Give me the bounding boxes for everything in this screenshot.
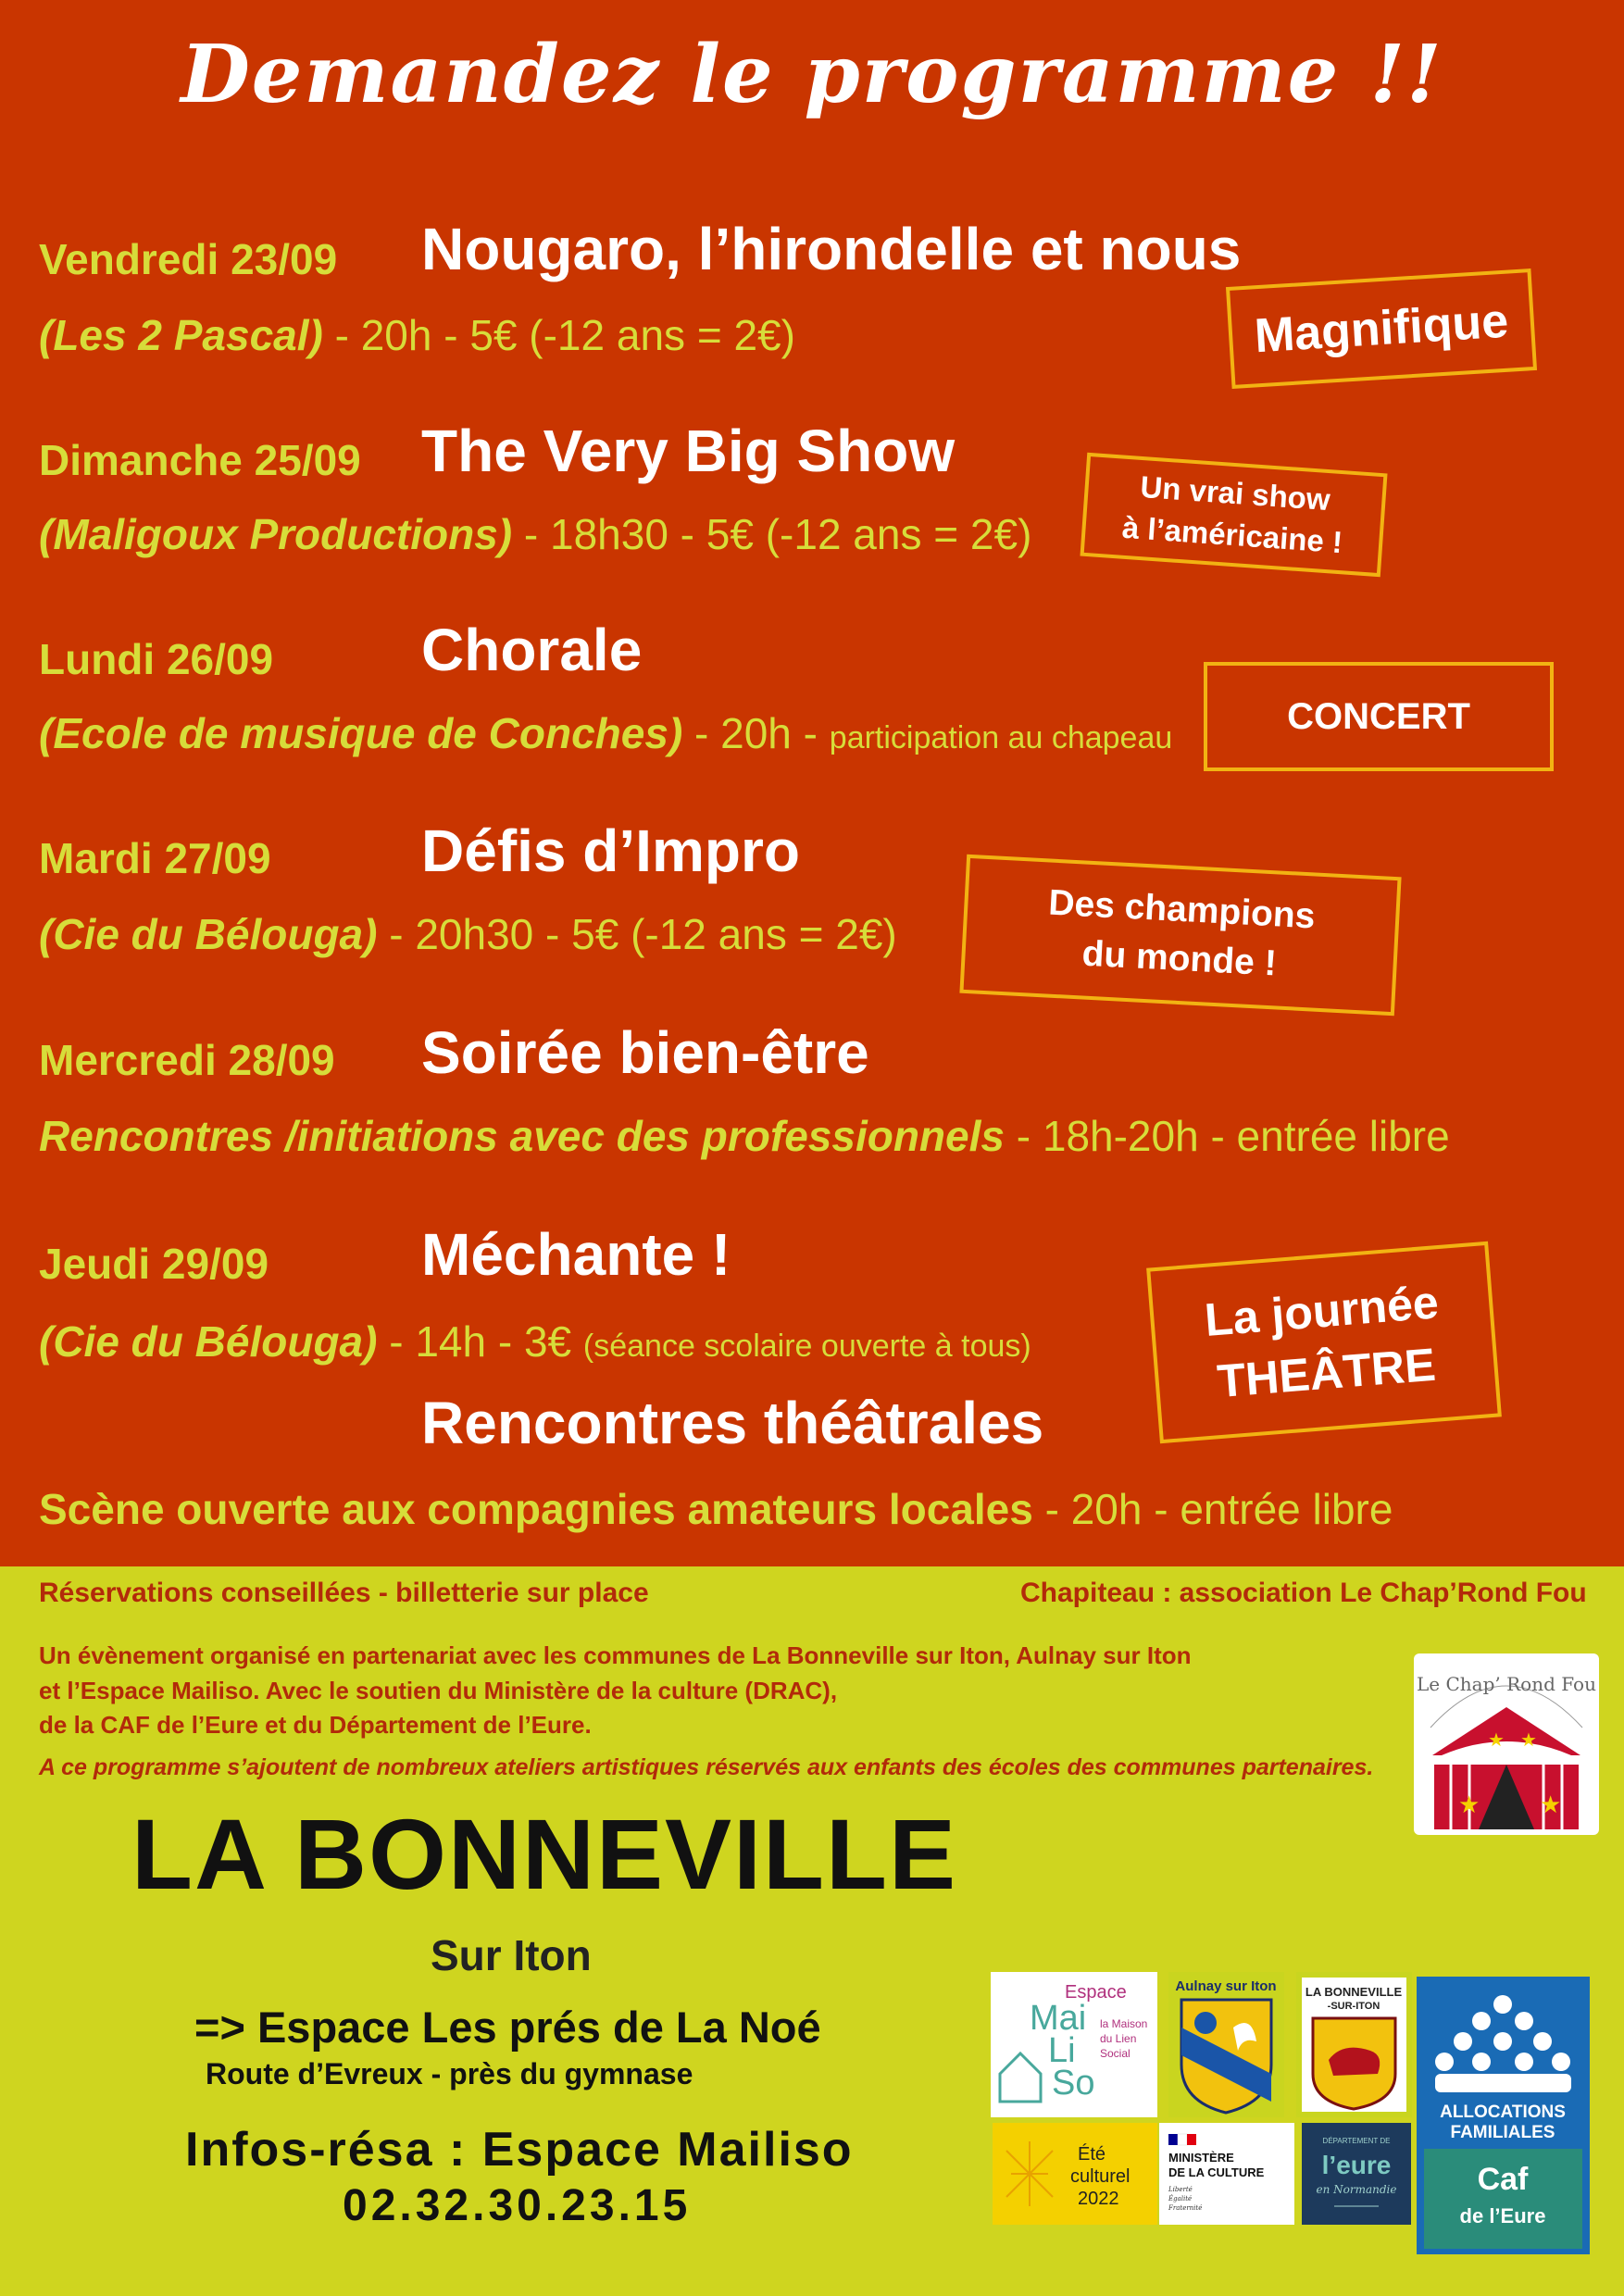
eure-text: en Normandie — [1316, 2183, 1397, 2196]
ministere-text: DE LA CULTURE — [1168, 2165, 1265, 2179]
mailiso-text: Espace — [1065, 1982, 1127, 2003]
event-info: - 20h - 5€ (-12 ans = 2€) — [322, 311, 795, 359]
event-title: The Very Big Show — [421, 418, 956, 484]
organisation-text — [39, 1639, 1289, 1743]
eure-text: DÉPARTEMENT DE — [1322, 2137, 1391, 2145]
event-title: Nougaro, l’hirondelle et nous — [421, 216, 1242, 282]
ministere-text: MINISTÈRE — [1168, 2151, 1234, 2165]
workshops-note: A ce programme s’ajoutent de nombreux ateliers artistiques réservés aux enfants des écoles des communes partenaires. — [39, 1754, 1374, 1780]
event-detail — [39, 909, 897, 959]
event-title: Défis d’Impro — [421, 817, 800, 884]
page-title: Demandez le programme !! — [181, 28, 1443, 121]
event-title: Rencontres théâtrales — [421, 1390, 1044, 1456]
svg-text:★: ★ — [1458, 1791, 1480, 1818]
event-date: Dimanche 25/09 — [39, 436, 361, 484]
tag-show — [1080, 453, 1387, 577]
people-icon — [1435, 1995, 1571, 2092]
tag-text: La journée — [1203, 1275, 1441, 1346]
sun-icon — [1006, 2141, 1053, 2206]
aulnay-text: Aulnay sur Iton — [1175, 1978, 1277, 1994]
bonneville-text: LA BONNEVILLE — [1305, 1985, 1403, 1999]
svg-text:★: ★ — [1520, 1730, 1537, 1751]
caf-logo — [1417, 1977, 1590, 2254]
ministere-text: Égalité — [1168, 2195, 1193, 2202]
event-date: Jeudi 29/09 — [39, 1240, 269, 1288]
caf-text: Caf — [1477, 2162, 1529, 2197]
event-title: Chorale — [421, 617, 643, 683]
mailiso-text: So — [1052, 2064, 1095, 2103]
event-company: Scène ouverte aux compagnies amateurs locales — [39, 1485, 1033, 1533]
svg-text:★: ★ — [1540, 1791, 1562, 1818]
ete-text: culturel — [1070, 2166, 1131, 2187]
event-info-small: participation au chapeau — [829, 720, 1173, 755]
tag-champions — [959, 855, 1401, 1016]
event-info: - 20h - — [682, 709, 830, 757]
chapiteau-note: Chapiteau : association Le Chap’Rond Fou — [1020, 1578, 1587, 1608]
mailiso-logo — [991, 1972, 1157, 2117]
event-date: Lundi 26/09 — [39, 635, 274, 683]
flag-icon — [1168, 2134, 1178, 2145]
event-date: Vendredi 23/09 — [39, 235, 338, 283]
eure-logo — [1302, 2123, 1411, 2225]
infos-contact: Infos-résa : Espace Mailiso — [185, 2123, 854, 2177]
event-title: Soirée bien-être — [421, 1019, 869, 1086]
event-info: - 18h30 - 5€ (-12 ans = 2€) — [512, 510, 1032, 558]
aulnay-logo — [1168, 1972, 1284, 2117]
chaprond-text: Le Chap’ Rond Fou — [1417, 1673, 1596, 1695]
event-info-small: (séance scolaire ouverte à tous) — [582, 1329, 1031, 1364]
venue-directions: Route d’Evreux - près du gymnase — [206, 2057, 693, 2090]
ministere-logo — [1159, 2123, 1294, 2225]
tag-text: à l’américaine ! — [1120, 509, 1344, 560]
phone-number: 02.32.30.23.15 — [343, 2181, 692, 2230]
event-info: - 18h-20h - entrée libre — [1004, 1112, 1450, 1160]
event-detail — [39, 1484, 1393, 1534]
city-title: LA BONNEVILLE — [131, 1798, 958, 1910]
mailiso-text: la Maison — [1100, 2017, 1148, 2030]
tag-text: Des champions — [1047, 882, 1317, 937]
organisation-line: de la CAF de l’Eure et du Département de l’Eure. — [39, 1711, 592, 1740]
tag-text: CONCERT — [1287, 696, 1470, 737]
ete-text: 2022 — [1078, 2189, 1119, 2209]
event-company: (Les 2 Pascal) — [39, 311, 323, 359]
ministere-text: Liberté — [1168, 2186, 1193, 2193]
svg-text:★: ★ — [1488, 1730, 1505, 1751]
event-detail — [39, 310, 795, 360]
circus-tent-icon — [1414, 1653, 1599, 1835]
tag-concert — [1204, 662, 1554, 771]
event-info: - 20h30 - 5€ (-12 ans = 2€) — [377, 910, 897, 958]
bonneville-logo — [1296, 1972, 1412, 2117]
tag-text: Un vrai show — [1139, 469, 1331, 518]
event-detail — [39, 708, 1172, 758]
caf-text: ALLOCATIONS — [1440, 2103, 1566, 2122]
ete-text: Été — [1078, 2144, 1106, 2165]
event-info: - 14h - 3€ — [377, 1317, 583, 1366]
ministere-text: Fraternité — [1168, 2204, 1203, 2212]
mailiso-text: Li — [1048, 2031, 1076, 2070]
event-date: Mardi 27/09 — [39, 834, 271, 882]
organisation-line: Un évènement organisé en partenariat avec les communes de La Bonneville sur Iton, Aulnay sur Iton — [39, 1641, 1192, 1669]
tag-text: THEÂTRE — [1215, 1338, 1438, 1408]
reservations-note: Réservations conseillées - billetterie sur place — [39, 1578, 649, 1608]
event-detail — [39, 509, 1031, 559]
tag-magnifique — [1226, 268, 1537, 389]
event-detail — [39, 1316, 1031, 1366]
event-company: Rencontres /initiations avec des professionnels — [39, 1112, 1005, 1160]
event-info: - 20h - entrée libre — [1032, 1485, 1393, 1533]
mailiso-text: Mai — [1030, 1999, 1087, 2038]
event-company: (Maligoux Productions) — [39, 510, 513, 558]
organisation-line: et l’Espace Mailiso. Avec le soutien du Ministère de la culture (DRAC), — [39, 1676, 838, 1704]
event-company: (Ecole de musique de Conches) — [39, 709, 683, 757]
event-detail — [39, 1111, 1450, 1161]
eure-text: l’eure — [1321, 2151, 1392, 2179]
event-company: (Cie du Bélouga) — [39, 1317, 378, 1366]
bonneville-text: -SUR-ITON — [1327, 2001, 1380, 2012]
ete-culturel-logo — [993, 2123, 1157, 2225]
event-title: Méchante ! — [421, 1221, 731, 1288]
mailiso-text: Social — [1100, 2047, 1131, 2060]
chaprond-logo — [1414, 1653, 1599, 1835]
event-company: (Cie du Bélouga) — [39, 910, 378, 958]
tag-text: du monde ! — [1081, 933, 1278, 984]
city-subtitle: Sur Iton — [431, 1931, 592, 1979]
house-icon — [1000, 2053, 1041, 2102]
caf-text: FAMILIALES — [1450, 2123, 1555, 2142]
venue-address: => Espace Les prés de La Noé — [194, 2003, 821, 2052]
event-date: Mercredi 28/09 — [39, 1036, 335, 1084]
caf-text: de l’Eure — [1459, 2204, 1546, 2227]
tag-theatre — [1146, 1242, 1502, 1443]
mailiso-text: du Lien — [1100, 2032, 1137, 2045]
tag-text: Magnifique — [1253, 293, 1510, 364]
